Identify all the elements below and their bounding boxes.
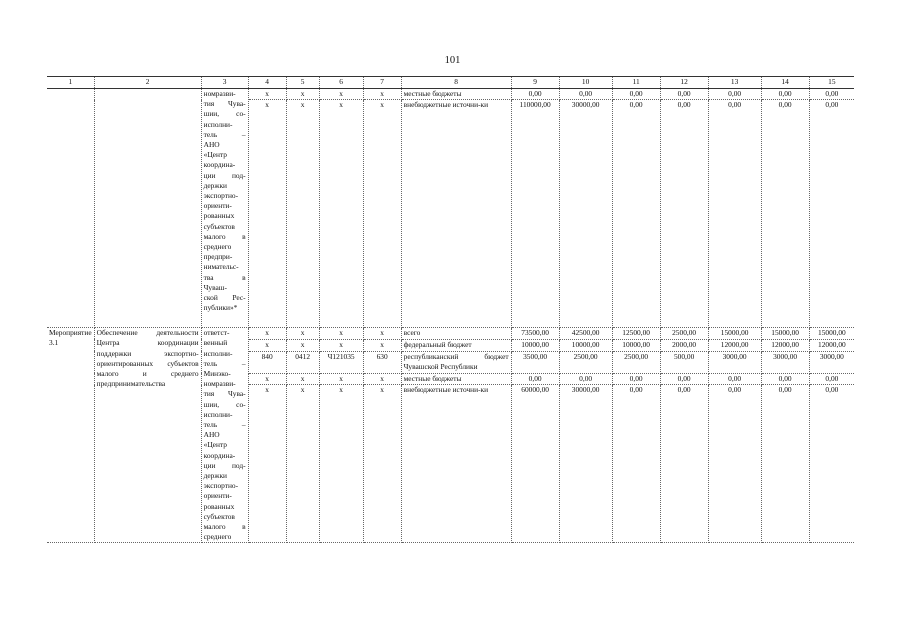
responsible-executor-line: экспортно- <box>203 191 239 201</box>
responsible-executor-cell <box>201 89 248 328</box>
code-cell: x <box>248 100 286 328</box>
responsible-executor-line: ориенти- <box>203 201 232 211</box>
amount-cell: 0,00 <box>660 100 708 328</box>
amount-cell: 0,00 <box>612 385 660 543</box>
amount-cell: 0,00 <box>612 89 660 100</box>
measure-cell: Мероприятие 3.1 <box>47 328 94 543</box>
responsible-executor-line: «Центр <box>203 150 227 160</box>
column-number-cell: 11 <box>612 77 660 89</box>
code-cell: x <box>319 328 363 340</box>
code-cell: x <box>248 385 286 543</box>
responsible-executor-line: публики»* <box>203 303 238 313</box>
amount-cell: 10000,00 <box>511 339 559 351</box>
responsible-executor-line: координа- <box>203 160 236 170</box>
code-cell: x <box>319 100 363 328</box>
amount-cell: 10000,00 <box>612 339 660 351</box>
amount-cell: 0,00 <box>559 373 612 385</box>
column-number-cell: 2 <box>94 77 201 89</box>
responsible-executor-line: держки <box>203 180 228 190</box>
responsible-executor-line: ориенти- <box>203 491 232 501</box>
funding-source-cell: республиканский бюджет Чувашской Республики <box>401 351 511 373</box>
responsible-executor-line: Чуваш- <box>203 282 227 292</box>
amount-cell: 0,00 <box>612 373 660 385</box>
funding-source-cell: местные бюджеты <box>401 89 511 100</box>
responsible-executor-line: тва в <box>203 272 246 282</box>
code-cell: x <box>363 339 401 351</box>
responsible-executor-line: ции под- <box>203 460 246 470</box>
amount-cell: 73500,00 <box>511 328 559 340</box>
responsible-executor-line: тель – <box>203 420 246 430</box>
amount-cell: 2500,00 <box>660 328 708 340</box>
code-cell: x <box>248 339 286 351</box>
responsible-executor-line: номразви- <box>203 379 236 389</box>
code-cell: 840 <box>248 351 286 373</box>
responsible-executor-line: исполни- <box>203 119 233 129</box>
amount-cell: 60000,00 <box>511 385 559 543</box>
amount-cell: 30000,00 <box>559 100 612 328</box>
responsible-executor-line: среднего <box>203 532 232 542</box>
column-number-cell: 4 <box>248 77 286 89</box>
responsible-executor-line: малого в <box>203 231 246 241</box>
amount-cell: 3000,00 <box>708 351 761 373</box>
table-row <box>47 328 854 340</box>
amount-cell: 3500,00 <box>511 351 559 373</box>
column-number-cell: 5 <box>286 77 319 89</box>
description-cell: Обеспечение деятельности Центра координации поддержки экспортно-ориентированных субъектов малого и среднего предпринимательства <box>94 328 201 543</box>
amount-cell: 3000,00 <box>809 351 854 373</box>
amount-cell: 0,00 <box>660 385 708 543</box>
column-number-cell: 8 <box>401 77 511 89</box>
code-cell: x <box>286 373 319 385</box>
amount-cell: 12000,00 <box>809 339 854 351</box>
responsible-executor-line: субъектов <box>203 221 235 231</box>
responsible-executor-line: венный <box>203 338 228 348</box>
amount-cell: 0,00 <box>559 89 612 100</box>
responsible-executor-line: среднего <box>203 242 232 252</box>
code-cell: x <box>319 373 363 385</box>
responsible-executor-line: Минэко- <box>203 369 231 379</box>
funding-source-cell: всего <box>401 328 511 340</box>
funding-source-cell: федеральный бюджет <box>401 339 511 351</box>
amount-cell: 0,00 <box>660 89 708 100</box>
amount-cell: 12000,00 <box>761 339 809 351</box>
responsible-executor-line: шии, со- <box>203 109 246 119</box>
measure-cell <box>47 89 94 328</box>
code-cell: x <box>363 385 401 543</box>
code-cell: x <box>248 89 286 100</box>
amount-cell: 110000,00 <box>511 100 559 328</box>
code-cell: x <box>286 89 319 100</box>
responsible-executor-line: рованных <box>203 501 235 511</box>
amount-cell: 12500,00 <box>612 328 660 340</box>
code-cell: x <box>248 373 286 385</box>
column-number-cell: 1 <box>47 77 94 89</box>
responsible-executor-cell <box>201 328 248 543</box>
amount-cell: 0,00 <box>761 100 809 328</box>
responsible-executor-line: тель – <box>203 358 246 368</box>
code-cell: 630 <box>363 351 401 373</box>
amount-cell: 0,00 <box>761 373 809 385</box>
responsible-executor-line: рованных <box>203 211 235 221</box>
column-number-cell: 15 <box>809 77 854 89</box>
amount-cell: 0,00 <box>511 89 559 100</box>
code-cell: x <box>319 339 363 351</box>
responsible-executor-line: экспортно- <box>203 481 239 491</box>
amount-cell: 0,00 <box>809 385 854 543</box>
code-cell: Ч121035 <box>319 351 363 373</box>
responsible-executor-line: нимательс- <box>203 262 239 272</box>
responsible-executor-line: исполни- <box>203 409 233 419</box>
code-cell: x <box>286 328 319 340</box>
responsible-executor-line: предпри- <box>203 252 233 262</box>
code-cell: x <box>319 385 363 543</box>
amount-cell: 2500,00 <box>612 351 660 373</box>
column-number-cell: 9 <box>511 77 559 89</box>
responsible-executor-line: шии, со- <box>203 399 246 409</box>
amount-cell: 30000,00 <box>559 385 612 543</box>
code-cell: x <box>363 328 401 340</box>
column-number-row <box>47 77 854 89</box>
responsible-executor-line: координа- <box>203 450 236 460</box>
amount-cell: 0,00 <box>809 373 854 385</box>
code-cell: 0412 <box>286 351 319 373</box>
amount-cell: 2500,00 <box>559 351 612 373</box>
code-cell: x <box>363 100 401 328</box>
responsible-executor-line: держки <box>203 471 228 481</box>
amount-cell: 0,00 <box>708 89 761 100</box>
amount-cell: 0,00 <box>511 373 559 385</box>
amount-cell: 0,00 <box>761 385 809 543</box>
code-cell: x <box>319 89 363 100</box>
amount-cell: 0,00 <box>708 373 761 385</box>
responsible-executor-line: тия Чува- <box>203 389 246 399</box>
code-cell: x <box>286 385 319 543</box>
column-number-cell: 3 <box>201 77 248 89</box>
amount-cell: 15000,00 <box>761 328 809 340</box>
amount-cell: 0,00 <box>708 385 761 543</box>
responsible-executor-line: малого в <box>203 522 246 532</box>
responsible-executor-line: тия Чува- <box>203 99 246 109</box>
funding-source-cell: внебюджетные источни-ки <box>401 100 511 328</box>
column-number-cell: 14 <box>761 77 809 89</box>
responsible-executor-line: АНО <box>203 140 220 150</box>
responsible-executor-line: номразви- <box>203 89 236 98</box>
amount-cell: 2000,00 <box>660 339 708 351</box>
responsible-executor-line: ответст- <box>203 328 230 338</box>
table-row <box>47 89 854 100</box>
responsible-executor-line: субъектов <box>203 511 235 521</box>
page-number: 101 <box>444 55 461 66</box>
responsible-executor-line: «Центр <box>203 440 227 450</box>
funding-source-cell: местные бюджеты <box>401 373 511 385</box>
column-number-cell: 6 <box>319 77 363 89</box>
description-cell <box>94 89 201 328</box>
code-cell: x <box>363 373 401 385</box>
code-cell: x <box>363 89 401 100</box>
code-cell: x <box>286 339 319 351</box>
budget-table <box>47 76 854 543</box>
amount-cell: 15000,00 <box>809 328 854 340</box>
code-cell: x <box>286 100 319 328</box>
amount-cell: 0,00 <box>708 100 761 328</box>
responsible-executor-line: тель – <box>203 129 246 139</box>
responsible-executor-line: АНО <box>203 430 220 440</box>
column-number-cell: 12 <box>660 77 708 89</box>
amount-cell: 0,00 <box>809 100 854 328</box>
amount-cell: 12000,00 <box>708 339 761 351</box>
responsible-executor-line: ции под- <box>203 170 246 180</box>
responsible-executor-line: исполни- <box>203 348 233 358</box>
amount-cell: 42500,00 <box>559 328 612 340</box>
column-number-cell: 7 <box>363 77 401 89</box>
amount-cell: 10000,00 <box>559 339 612 351</box>
amount-cell: 15000,00 <box>708 328 761 340</box>
funding-source-cell: внебюджетные источни-ки <box>401 385 511 543</box>
column-number-cell: 13 <box>708 77 761 89</box>
amount-cell: 0,00 <box>660 373 708 385</box>
responsible-executor-line: ской Рес- <box>203 293 246 303</box>
column-number-cell: 10 <box>559 77 612 89</box>
amount-cell: 0,00 <box>612 100 660 328</box>
amount-cell: 0,00 <box>809 89 854 100</box>
amount-cell: 0,00 <box>761 89 809 100</box>
amount-cell: 3000,00 <box>761 351 809 373</box>
amount-cell: 500,00 <box>660 351 708 373</box>
code-cell: x <box>248 328 286 340</box>
